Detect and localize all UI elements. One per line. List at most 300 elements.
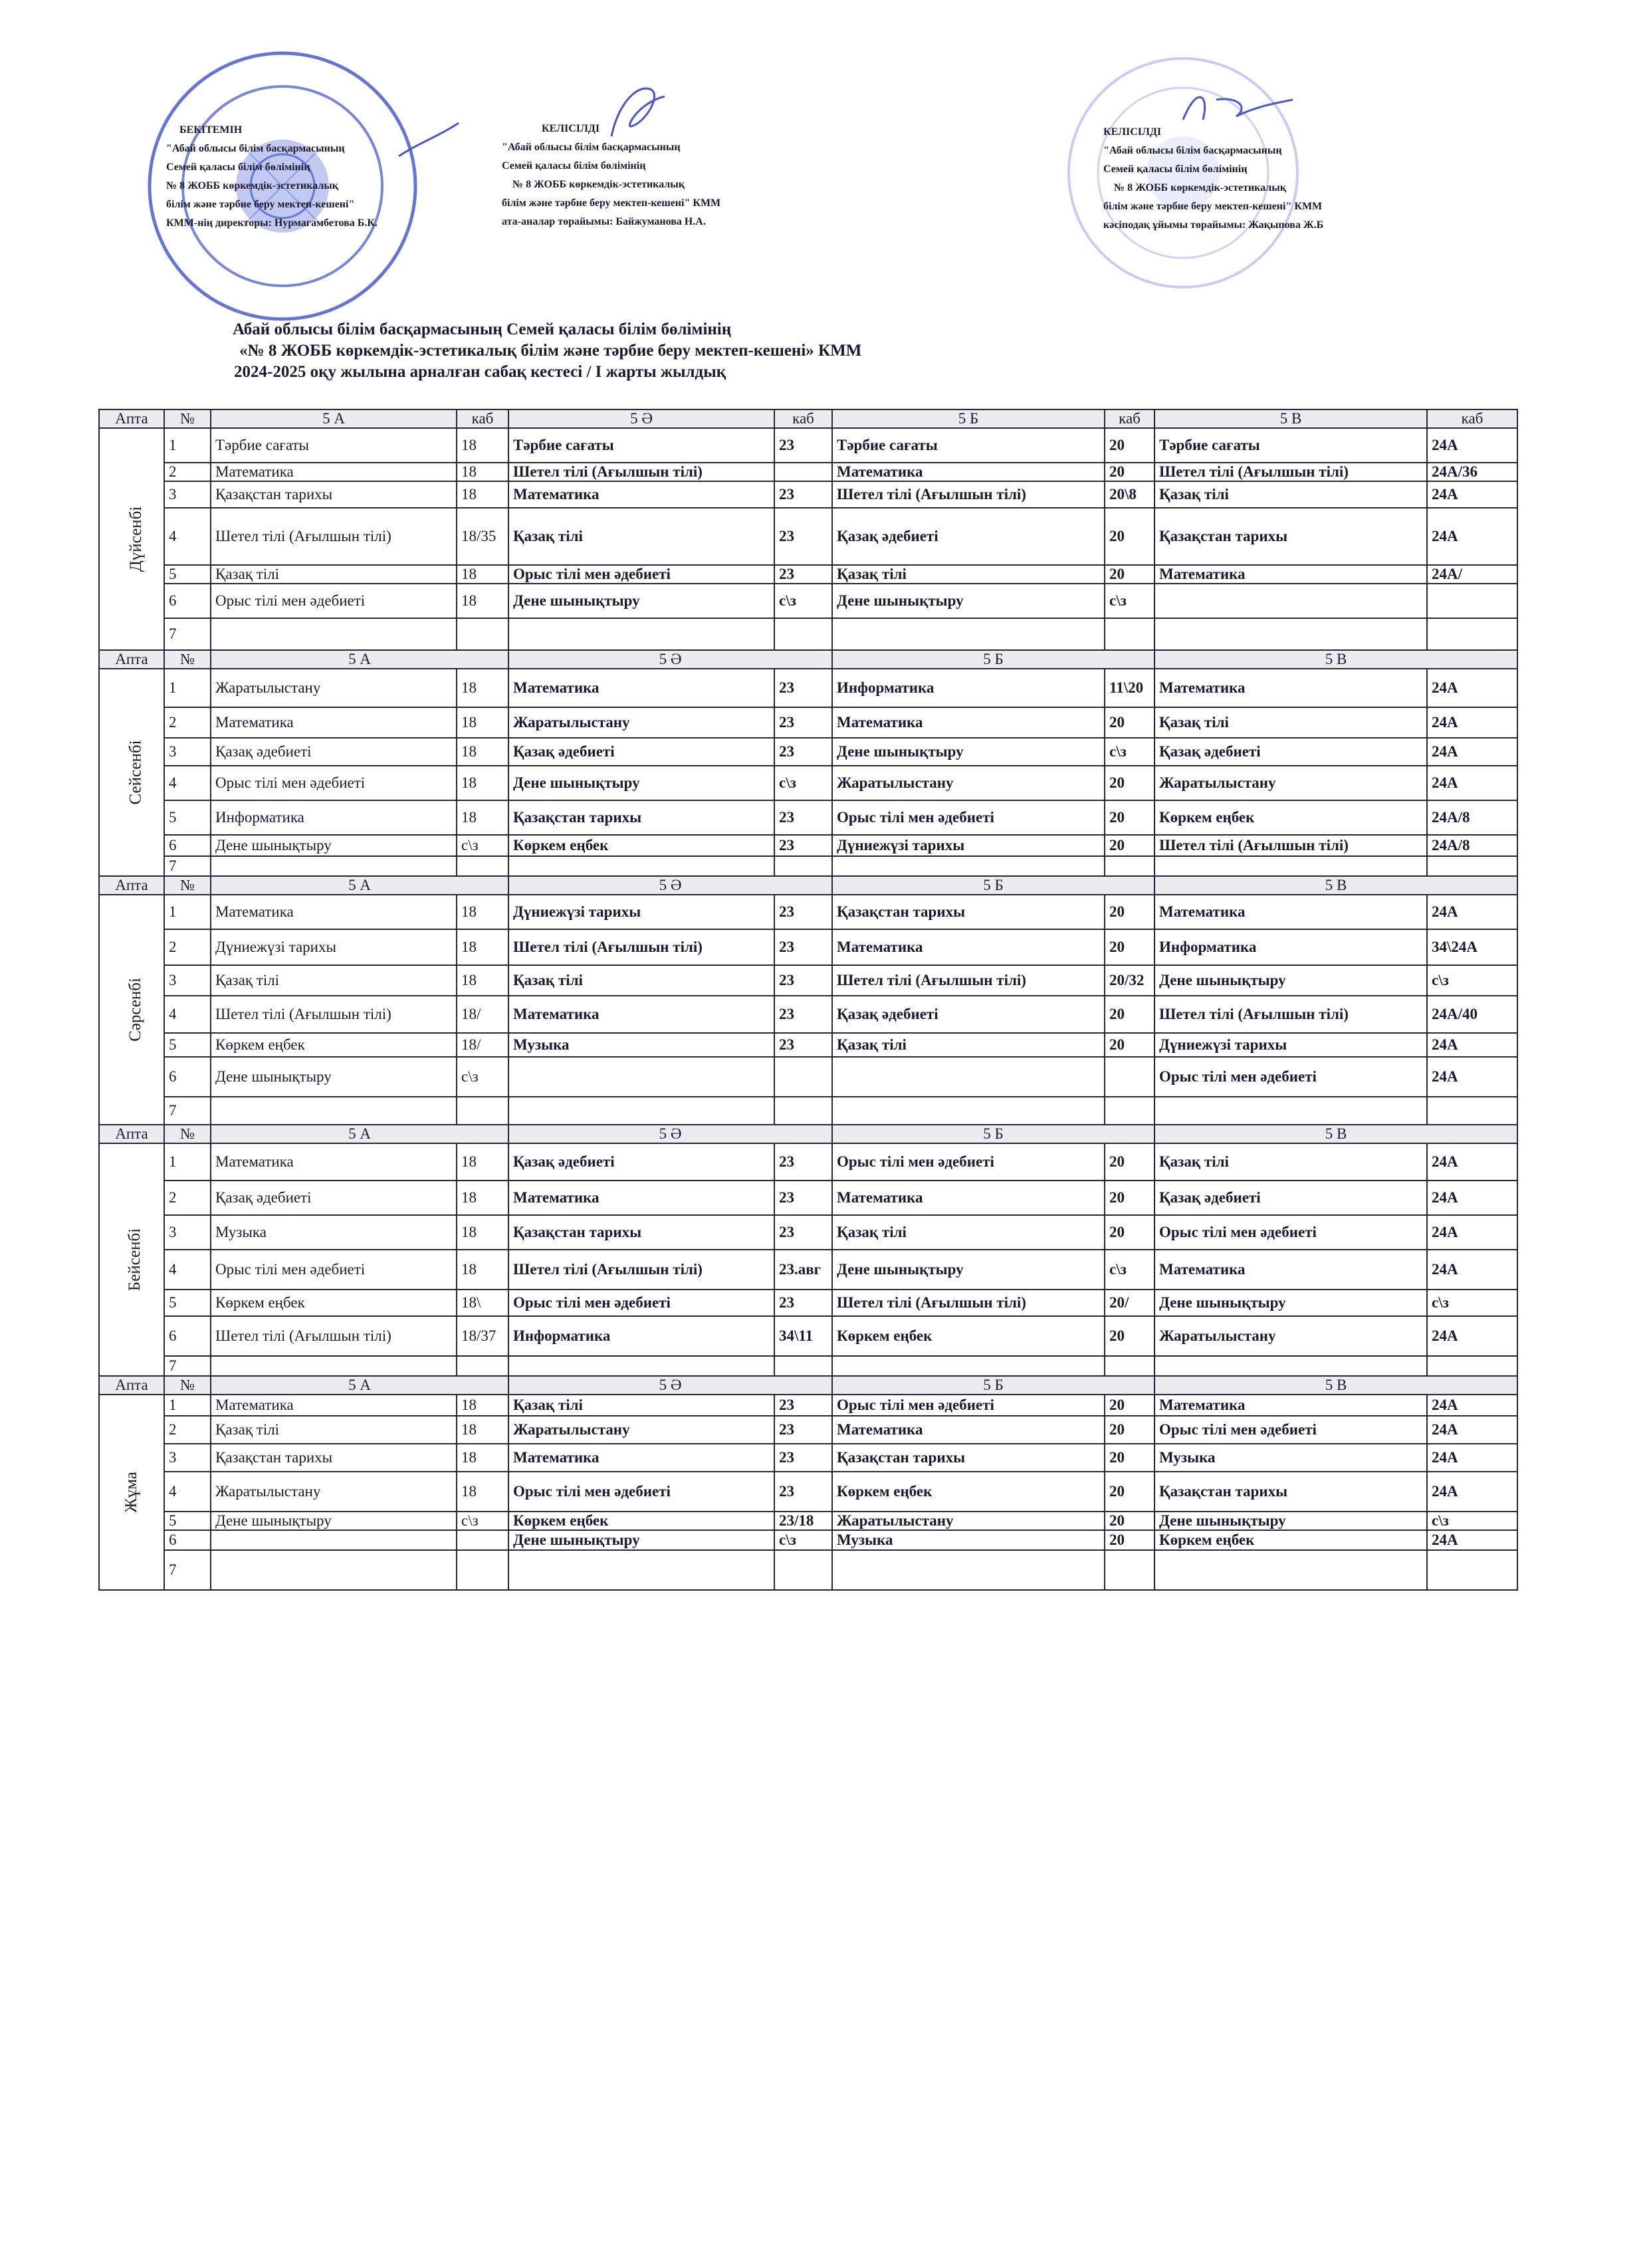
subject-cell xyxy=(1154,618,1427,650)
room-cell: с\з xyxy=(1105,584,1154,618)
lesson-row xyxy=(99,965,1517,996)
subject-cell: Көркем еңбек xyxy=(508,1512,774,1530)
room-cell xyxy=(774,1057,832,1097)
class-header: 5 В xyxy=(1154,876,1517,895)
subject-cell: Шетел тілі (Ағылшын тілі) xyxy=(1154,463,1427,481)
room-cell: 18 xyxy=(457,1143,508,1181)
subject-cell: Қазақ тілі xyxy=(508,508,774,565)
subject-cell: Орыс тілі мен әдебиеті xyxy=(1154,1057,1427,1097)
room-cell xyxy=(1105,1057,1154,1097)
lesson-row xyxy=(99,1143,1517,1181)
subject-cell xyxy=(1154,856,1427,876)
subject-cell xyxy=(832,1550,1105,1590)
room-cell: 23.авг xyxy=(774,1250,832,1290)
class-header: 5 А xyxy=(211,650,508,669)
subject-cell: Орыс тілі мен әдебиеті xyxy=(508,1472,774,1512)
room-header: каб xyxy=(1427,409,1517,428)
lesson-row xyxy=(99,738,1517,766)
approval-line: кәсіподақ ұйымы төрайымы: Жақыпова Ж.Б xyxy=(1103,219,1324,231)
subject-cell: Шетел тілі (Ағылшын тілі) xyxy=(508,463,774,481)
week-header-row xyxy=(99,1125,1517,1143)
class-header: 5 А xyxy=(211,876,508,895)
room-cell: с\з xyxy=(1427,965,1517,996)
lesson-row xyxy=(99,508,1517,565)
lesson-row xyxy=(99,1316,1517,1356)
room-cell xyxy=(1427,1550,1517,1590)
room-cell: 24А xyxy=(1427,1316,1517,1356)
subject-cell: Тәрбие сағаты xyxy=(211,428,457,463)
room-cell xyxy=(457,856,508,876)
subject-cell: Қазақ әдебиеті xyxy=(508,1143,774,1181)
room-cell: 24А xyxy=(1427,1143,1517,1181)
subject-cell: Қазақ тілі xyxy=(832,1215,1105,1250)
day-name: Сәрсенбі xyxy=(126,978,144,1042)
room-cell: 23 xyxy=(774,508,832,565)
lesson-number: 5 xyxy=(164,800,211,835)
subject-cell: Орыс тілі мен әдебиеті xyxy=(211,1250,457,1290)
room-cell: 23 xyxy=(774,1290,832,1316)
lesson-number: 1 xyxy=(164,1395,211,1416)
lesson-row xyxy=(99,584,1517,618)
lesson-row xyxy=(99,835,1517,856)
lesson-row xyxy=(99,1356,1517,1376)
subject-cell xyxy=(832,1057,1105,1097)
subject-cell xyxy=(211,1530,457,1550)
subject-cell: Қазақ әдебиеті xyxy=(1154,1181,1427,1215)
room-cell: 18/37 xyxy=(457,1316,508,1356)
room-cell: 18 xyxy=(457,1472,508,1512)
subject-cell: Қазақстан тарихы xyxy=(211,1444,457,1472)
subject-cell: Шетел тілі (Ағылшын тілі) xyxy=(508,929,774,965)
subject-cell xyxy=(211,856,457,876)
lesson-row xyxy=(99,1033,1517,1057)
room-cell: 24А xyxy=(1427,766,1517,800)
room-cell xyxy=(774,1097,832,1125)
room-cell: 20 xyxy=(1105,800,1154,835)
lesson-row xyxy=(99,929,1517,965)
subject-cell: Жаратылыстану xyxy=(211,1472,457,1512)
room-cell: 18 xyxy=(457,1416,508,1444)
room-cell: 23 xyxy=(774,1033,832,1057)
lesson-row xyxy=(99,1395,1517,1416)
subject-cell: Қазақ әдебиеті xyxy=(211,738,457,766)
lesson-number: 5 xyxy=(164,565,211,584)
room-header: каб xyxy=(1105,409,1154,428)
subject-cell: Жаратылыстану xyxy=(508,707,774,738)
subject-cell xyxy=(832,856,1105,876)
week-header-row xyxy=(99,650,1517,669)
room-cell: 18 xyxy=(457,895,508,929)
approval-line: № 8 ЖОББ көркемдік-эстетикалық xyxy=(512,179,685,190)
subject-cell: Дене шынықтыру xyxy=(1154,1290,1427,1316)
subject-cell: Қазақ әдебиеті xyxy=(832,996,1105,1033)
lesson-row xyxy=(99,895,1517,929)
subject-cell: Дене шынықтыру xyxy=(832,738,1105,766)
subject-cell: Қазақ тілі xyxy=(211,965,457,996)
subject-cell: Қазақ тілі xyxy=(508,965,774,996)
lesson-row xyxy=(99,1444,1517,1472)
subject-cell: Қазақ әдебиеті xyxy=(832,508,1105,565)
room-cell: 20 xyxy=(1105,508,1154,565)
lesson-number: 3 xyxy=(164,481,211,508)
lesson-number: 7 xyxy=(164,1550,211,1590)
subject-cell: Дене шынықтыру xyxy=(1154,1512,1427,1530)
class-header: 5 Б xyxy=(832,1376,1154,1395)
room-cell: 23 xyxy=(774,428,832,463)
room-cell: 24А xyxy=(1427,508,1517,565)
approval-line: "Абай облысы білім басқармасының xyxy=(1103,145,1282,156)
subject-cell: Дене шынықтыру xyxy=(832,1250,1105,1290)
lesson-row xyxy=(99,1057,1517,1097)
room-cell xyxy=(457,1097,508,1125)
subject-cell: Қазақ тілі xyxy=(832,565,1105,584)
subject-cell: Математика xyxy=(211,895,457,929)
room-cell: 18 xyxy=(457,929,508,965)
lesson-row xyxy=(99,428,1517,463)
room-cell: 20 xyxy=(1105,835,1154,856)
lesson-number: 5 xyxy=(164,1033,211,1057)
subject-cell: Математика xyxy=(1154,669,1427,707)
room-cell: 18 xyxy=(457,1215,508,1250)
day-label-cell xyxy=(99,1143,164,1376)
lesson-row xyxy=(99,1416,1517,1444)
room-cell: 18\ xyxy=(457,1290,508,1316)
subject-cell: Қазақ тілі xyxy=(1154,481,1427,508)
lesson-row xyxy=(99,1250,1517,1290)
approval-line: ата-аналар төрайымы: Байжуманова Н.А. xyxy=(502,216,706,227)
subject-cell xyxy=(1154,1356,1427,1376)
lesson-number: 6 xyxy=(164,584,211,618)
subject-cell: Орыс тілі мен әдебиеті xyxy=(832,1143,1105,1181)
lesson-row xyxy=(99,1530,1517,1550)
lesson-number: 6 xyxy=(164,1316,211,1356)
room-cell: 18 xyxy=(457,428,508,463)
day-label-cell xyxy=(99,428,164,650)
room-cell xyxy=(1427,618,1517,650)
number-header: № xyxy=(164,409,211,428)
subject-cell: Шетел тілі (Ағылшын тілі) xyxy=(211,1316,457,1356)
room-cell: 18 xyxy=(457,584,508,618)
subject-cell: Тәрбие сағаты xyxy=(508,428,774,463)
subject-cell: Жаратылыстану xyxy=(832,1512,1105,1530)
subject-cell: Қазақ тілі xyxy=(211,1416,457,1444)
room-cell: 23 xyxy=(774,1472,832,1512)
class-header: 5 В xyxy=(1154,1125,1517,1143)
room-cell: 23 xyxy=(774,481,832,508)
subject-cell: Математика xyxy=(508,1444,774,1472)
lesson-number: 7 xyxy=(164,1097,211,1125)
subject-cell: Дене шынықтыру xyxy=(508,766,774,800)
subject-cell: Көркем еңбек xyxy=(211,1290,457,1316)
room-cell: 23 xyxy=(774,707,832,738)
subject-cell: Қазақ тілі xyxy=(1154,707,1427,738)
subject-cell: Дүниежүзі тарихы xyxy=(508,895,774,929)
room-cell: 20 xyxy=(1105,1143,1154,1181)
subject-cell: Қазақ әдебиеті xyxy=(211,1181,457,1215)
room-cell: 23 xyxy=(774,835,832,856)
room-cell: 24А xyxy=(1427,1416,1517,1444)
subject-cell: Математика xyxy=(211,1143,457,1181)
subject-cell: Математика xyxy=(832,463,1105,481)
approval-block-union xyxy=(1103,123,1323,235)
lesson-number: 1 xyxy=(164,428,211,463)
lesson-number: 3 xyxy=(164,738,211,766)
subject-cell: Орыс тілі мен әдебиеті xyxy=(1154,1215,1427,1250)
room-cell: 20 xyxy=(1105,1512,1154,1530)
lesson-row xyxy=(99,565,1517,584)
room-cell: 18 xyxy=(457,800,508,835)
room-cell: 24А xyxy=(1427,1444,1517,1472)
subject-cell: Орыс тілі мен әдебиеті xyxy=(1154,1416,1427,1444)
room-cell: 20 xyxy=(1105,1215,1154,1250)
room-cell: 11\20 xyxy=(1105,669,1154,707)
subject-cell: Информатика xyxy=(1154,929,1427,965)
room-cell: 23 xyxy=(774,1395,832,1416)
subject-cell: Көркем еңбек xyxy=(508,835,774,856)
subject-cell: Математика xyxy=(508,996,774,1033)
room-cell xyxy=(1105,1356,1154,1376)
subject-cell: Көркем еңбек xyxy=(832,1472,1105,1512)
room-cell: 20 xyxy=(1105,1444,1154,1472)
subject-cell: Орыс тілі мен әдебиеті xyxy=(832,1395,1105,1416)
lesson-number: 6 xyxy=(164,1530,211,1550)
room-cell: с\з xyxy=(774,1530,832,1550)
lesson-number: 5 xyxy=(164,1512,211,1530)
subject-cell: Дүниежүзі тарихы xyxy=(832,835,1105,856)
class-header: 5 Б xyxy=(832,409,1105,428)
subject-cell: Жаратылыстану xyxy=(1154,766,1427,800)
lesson-number: 4 xyxy=(164,1250,211,1290)
room-cell: 24А xyxy=(1427,1250,1517,1290)
document-title xyxy=(233,319,861,383)
approval-line: "Абай облысы білім басқармасының xyxy=(502,142,681,153)
subject-cell: Шетел тілі (Ағылшын тілі) xyxy=(832,481,1105,508)
subject-cell: Информатика xyxy=(508,1316,774,1356)
lesson-number: 5 xyxy=(164,1290,211,1316)
room-cell: 24А/36 xyxy=(1427,463,1517,481)
room-cell: с\з xyxy=(1105,738,1154,766)
room-cell xyxy=(774,618,832,650)
subject-cell: Математика xyxy=(832,1416,1105,1444)
approval-line: "Абай облысы білім басқармасының xyxy=(166,143,345,154)
subject-cell: Қазақ тілі xyxy=(508,1395,774,1416)
subject-cell xyxy=(211,618,457,650)
room-cell: 34\24А xyxy=(1427,929,1517,965)
class-header: 5 В xyxy=(1154,1376,1517,1395)
subject-cell: Қазақ әдебиеті xyxy=(1154,738,1427,766)
room-cell: 18 xyxy=(457,1250,508,1290)
subject-cell: Шетел тілі (Ағылшын тілі) xyxy=(1154,835,1427,856)
subject-cell xyxy=(508,618,774,650)
room-cell: 23 xyxy=(774,1215,832,1250)
room-cell: 20 xyxy=(1105,1472,1154,1512)
room-cell: 24А xyxy=(1427,1057,1517,1097)
subject-cell: Жаратылыстану xyxy=(1154,1316,1427,1356)
number-header: № xyxy=(164,876,211,895)
subject-cell: Қазақстан тарихы xyxy=(508,1215,774,1250)
lesson-number: 3 xyxy=(164,1444,211,1472)
room-cell: 20 xyxy=(1105,996,1154,1033)
room-cell xyxy=(774,1356,832,1376)
room-cell: 23 xyxy=(774,738,832,766)
day-name: Дүйсенбі xyxy=(127,506,146,572)
lesson-row xyxy=(99,1097,1517,1125)
subject-cell: Шетел тілі (Ағылшын тілі) xyxy=(211,996,457,1033)
subject-cell: Математика xyxy=(1154,1250,1427,1290)
room-cell: с\з xyxy=(457,1512,508,1530)
subject-cell: Шетел тілі (Ағылшын тілі) xyxy=(1154,996,1427,1033)
room-cell: 24А xyxy=(1427,895,1517,929)
room-cell: 24А xyxy=(1427,428,1517,463)
room-cell: 18 xyxy=(457,481,508,508)
week-header: Апта xyxy=(99,650,164,669)
lesson-row xyxy=(99,481,1517,508)
subject-cell: Математика xyxy=(508,1181,774,1215)
lesson-row xyxy=(99,1181,1517,1215)
day-label-cell xyxy=(99,1395,164,1590)
room-header: каб xyxy=(774,409,832,428)
room-cell: 24А xyxy=(1427,1215,1517,1250)
lesson-number: 2 xyxy=(164,1416,211,1444)
room-cell: 24А xyxy=(1427,738,1517,766)
subject-cell xyxy=(1154,1550,1427,1590)
room-cell: 34\11 xyxy=(774,1316,832,1356)
approval-line: білім және тәрбие беру мектеп-кешені" КММ xyxy=(502,197,721,209)
subject-cell: Дене шынықтыру xyxy=(508,1530,774,1550)
room-cell: 18/ xyxy=(457,1033,508,1057)
day-label-cell xyxy=(99,669,164,876)
room-cell: 18 xyxy=(457,766,508,800)
room-cell: 20 xyxy=(1105,1530,1154,1550)
number-header: № xyxy=(164,1376,211,1395)
lesson-number: 6 xyxy=(164,835,211,856)
room-cell: с\з xyxy=(1427,1290,1517,1316)
subject-cell: Информатика xyxy=(832,669,1105,707)
room-cell xyxy=(1427,1356,1517,1376)
room-cell: 18 xyxy=(457,669,508,707)
subject-cell: Қазақстан тарихы xyxy=(211,481,457,508)
lesson-number: 2 xyxy=(164,707,211,738)
room-cell: 18 xyxy=(457,1395,508,1416)
lesson-number: 4 xyxy=(164,508,211,565)
title-line-1: Абай облысы білім басқармасының Семей қаласы білім бөлімінің xyxy=(233,320,732,338)
subject-cell: Музыка xyxy=(211,1215,457,1250)
room-cell: 23 xyxy=(774,1181,832,1215)
subject-cell: Қазақстан тарихы xyxy=(832,895,1105,929)
subject-cell: Шетел тілі (Ағылшын тілі) xyxy=(211,508,457,565)
lesson-row xyxy=(99,463,1517,481)
room-cell: 18/ xyxy=(457,996,508,1033)
subject-cell: Математика xyxy=(1154,1395,1427,1416)
lesson-number: 3 xyxy=(164,1215,211,1250)
room-cell: 24А xyxy=(1427,1395,1517,1416)
room-cell: 23 xyxy=(774,929,832,965)
class-header: 5 Б xyxy=(832,650,1154,669)
lesson-row xyxy=(99,1550,1517,1590)
subject-cell: Тәрбие сағаты xyxy=(1154,428,1427,463)
lesson-number: 1 xyxy=(164,669,211,707)
room-cell xyxy=(774,463,832,481)
lesson-row xyxy=(99,1215,1517,1250)
room-cell: 23/18 xyxy=(774,1512,832,1530)
room-cell xyxy=(1105,1097,1154,1125)
subject-cell xyxy=(211,1550,457,1590)
room-cell: 24А xyxy=(1427,481,1517,508)
approval-block-parents xyxy=(502,120,720,231)
approval-line: КММ-нің директоры: Нурмагамбетова Б.К. xyxy=(166,217,378,229)
room-cell: с\з xyxy=(457,1057,508,1097)
title-line-2: «№ 8 ЖОББ көркемдік-эстетикалық білім және тәрбие беру мектеп-кешені» КММ xyxy=(239,342,862,360)
room-cell xyxy=(457,1550,508,1590)
class-header: 5 В xyxy=(1154,650,1517,669)
room-cell xyxy=(774,856,832,876)
approval-line: Семей қаласы білім бөлімінің xyxy=(166,162,310,173)
subject-cell: Дене шынықтыру xyxy=(211,1512,457,1530)
room-cell: 18 xyxy=(457,463,508,481)
lesson-number: 7 xyxy=(164,618,211,650)
room-cell: 18 xyxy=(457,738,508,766)
class-header: 5 Ә xyxy=(508,409,774,428)
lesson-row xyxy=(99,618,1517,650)
lesson-number: 4 xyxy=(164,766,211,800)
subject-cell xyxy=(1154,584,1427,618)
room-cell xyxy=(1105,1550,1154,1590)
room-cell: 20/ xyxy=(1105,1290,1154,1316)
class-header: 5 Ә xyxy=(508,876,832,895)
room-cell: 20 xyxy=(1105,895,1154,929)
class-header: 5 Ә xyxy=(508,650,832,669)
lesson-number: 7 xyxy=(164,1356,211,1376)
subject-cell: Математика xyxy=(1154,565,1427,584)
subject-cell: Дене шынықтыру xyxy=(211,835,457,856)
lesson-row xyxy=(99,1290,1517,1316)
room-cell: 20 xyxy=(1105,1181,1154,1215)
room-cell: 18 xyxy=(457,565,508,584)
subject-cell: Көркем еңбек xyxy=(832,1316,1105,1356)
room-cell: 20 xyxy=(1105,707,1154,738)
subject-cell xyxy=(1154,1097,1427,1125)
subject-cell: Шетел тілі (Ағылшын тілі) xyxy=(508,1250,774,1290)
subject-cell: Жаратылыстану xyxy=(211,669,457,707)
lesson-row xyxy=(99,1472,1517,1512)
lesson-row xyxy=(99,707,1517,738)
subject-cell: Дене шынықтыру xyxy=(508,584,774,618)
room-cell: 23 xyxy=(774,1143,832,1181)
subject-cell: Көркем еңбек xyxy=(1154,1530,1427,1550)
room-cell: 24А xyxy=(1427,1033,1517,1057)
room-cell: 24А/ xyxy=(1427,565,1517,584)
subject-cell xyxy=(508,1356,774,1376)
week-header: Апта xyxy=(99,409,164,428)
lesson-number: 6 xyxy=(164,1057,211,1097)
subject-cell: Қазақстан тарихы xyxy=(1154,508,1427,565)
subject-cell xyxy=(508,1057,774,1097)
room-cell xyxy=(774,1550,832,1590)
number-header: № xyxy=(164,650,211,669)
subject-cell xyxy=(508,856,774,876)
lesson-row xyxy=(99,766,1517,800)
subject-cell xyxy=(832,1356,1105,1376)
subject-cell: Орыс тілі мен әдебиеті xyxy=(211,584,457,618)
room-cell: 24А/40 xyxy=(1427,996,1517,1033)
subject-cell: Орыс тілі мен әдебиеті xyxy=(832,800,1105,835)
subject-cell: Музыка xyxy=(1154,1444,1427,1472)
subject-cell: Математика xyxy=(832,1181,1105,1215)
schedule-table xyxy=(98,409,1518,1591)
approval-line: Семей қаласы білім бөлімінің xyxy=(502,160,646,171)
subject-cell: Жаратылыстану xyxy=(508,1416,774,1444)
subject-cell xyxy=(832,1097,1105,1125)
